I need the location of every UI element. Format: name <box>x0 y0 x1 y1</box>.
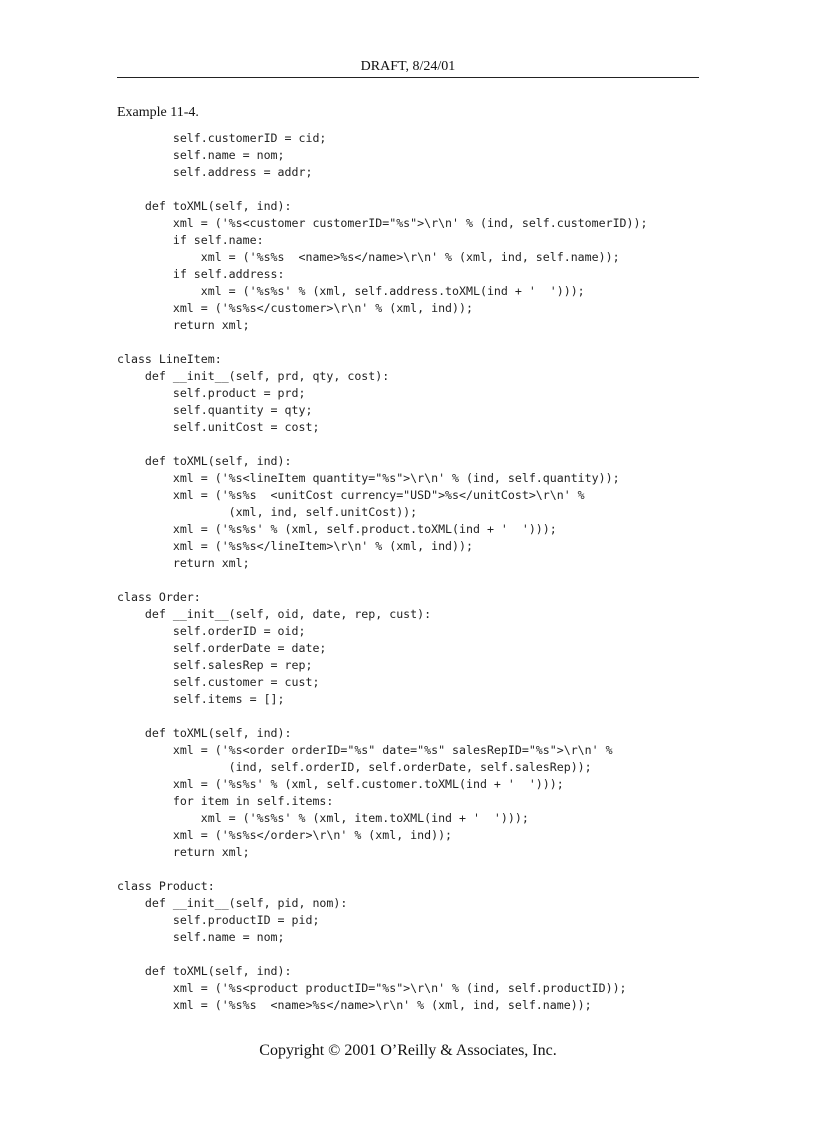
code-line <box>117 181 647 198</box>
code-line: self.salesRep = rep; <box>117 658 313 672</box>
code-line: xml = ('%s%s' % (xml, item.toXML(ind + ' '))); <box>117 811 529 825</box>
code-line: return xml; <box>117 318 250 332</box>
code-line: (xml, ind, self.unitCost)); <box>117 505 418 519</box>
code-line <box>117 861 647 878</box>
code-line: self.customer = cust; <box>117 675 320 689</box>
header-divider <box>117 77 699 78</box>
code-line: xml = ('%s%s' % (xml, self.product.toXML(ind + ' '))); <box>117 522 557 536</box>
code-listing <box>117 130 647 1014</box>
code-line: def __init__(self, prd, qty, cost): <box>117 369 390 383</box>
code-line: if self.address: <box>117 267 285 281</box>
code-line: self.productID = pid; <box>117 913 320 927</box>
code-line: class Order: <box>117 590 201 604</box>
code-line: def toXML(self, ind): <box>117 454 292 468</box>
code-line: self.name = nom; <box>117 148 285 162</box>
code-line: xml = ('%s<product productID="%s">\r\n' % (ind, self.productID)); <box>117 981 627 995</box>
code-line: xml = ('%s<customer customerID="%s">\r\n' % (ind, self.customerID)); <box>117 216 648 230</box>
page-footer: Copyright © 2001 O’Reilly & Associates, Inc. <box>259 1042 557 1059</box>
code-line: def toXML(self, ind): <box>117 726 292 740</box>
code-line <box>117 708 647 725</box>
code-line <box>117 334 647 351</box>
code-line: self.address = addr; <box>117 165 313 179</box>
code-line: for item in self.items: <box>117 794 334 808</box>
example-caption: Example 11-4. <box>117 105 199 120</box>
code-line: self.customerID = cid; <box>117 131 327 145</box>
code-line <box>117 946 647 963</box>
code-line: return xml; <box>117 845 250 859</box>
code-line: xml = ('%s%s <unitCost currency="USD">%s</unitCost>\r\n' % <box>117 488 585 502</box>
code-line: xml = ('%s%s</customer>\r\n' % (xml, ind)); <box>117 301 473 315</box>
code-line: class Product: <box>117 879 215 893</box>
code-line: (ind, self.orderID, self.orderDate, self.salesRep)); <box>117 760 592 774</box>
page-header: DRAFT, 8/24/01 <box>360 59 456 74</box>
code-line: xml = ('%s<order orderID="%s" date="%s" salesRepID="%s">\r\n' % <box>117 743 613 757</box>
code-line: self.orderDate = date; <box>117 641 327 655</box>
code-line: xml = ('%s%s</lineItem>\r\n' % (xml, ind)); <box>117 539 473 553</box>
code-line: self.quantity = qty; <box>117 403 313 417</box>
code-line: self.items = []; <box>117 692 285 706</box>
code-line: def toXML(self, ind): <box>117 199 292 213</box>
code-line: self.orderID = oid; <box>117 624 306 638</box>
code-line: def toXML(self, ind): <box>117 964 292 978</box>
code-line <box>117 436 647 453</box>
code-line: self.unitCost = cost; <box>117 420 320 434</box>
code-line: xml = ('%s%s' % (xml, self.address.toXML(ind + ' '))); <box>117 284 585 298</box>
code-line: class LineItem: <box>117 352 222 366</box>
code-line: def __init__(self, pid, nom): <box>117 896 348 910</box>
code-line: xml = ('%s%s <name>%s</name>\r\n' % (xml, ind, self.name)); <box>117 250 620 264</box>
code-line: xml = ('%s<lineItem quantity="%s">\r\n' % (ind, self.quantity)); <box>117 471 620 485</box>
code-line: xml = ('%s%s' % (xml, self.customer.toXML(ind + ' '))); <box>117 777 564 791</box>
code-line: self.name = nom; <box>117 930 285 944</box>
code-line: self.product = prd; <box>117 386 306 400</box>
code-line: if self.name: <box>117 233 264 247</box>
code-line: xml = ('%s%s <name>%s</name>\r\n' % (xml, ind, self.name)); <box>117 998 592 1012</box>
code-line: xml = ('%s%s</order>\r\n' % (xml, ind)); <box>117 828 453 842</box>
code-line: def __init__(self, oid, date, rep, cust): <box>117 607 432 621</box>
code-line <box>117 572 647 589</box>
code-line: return xml; <box>117 556 250 570</box>
